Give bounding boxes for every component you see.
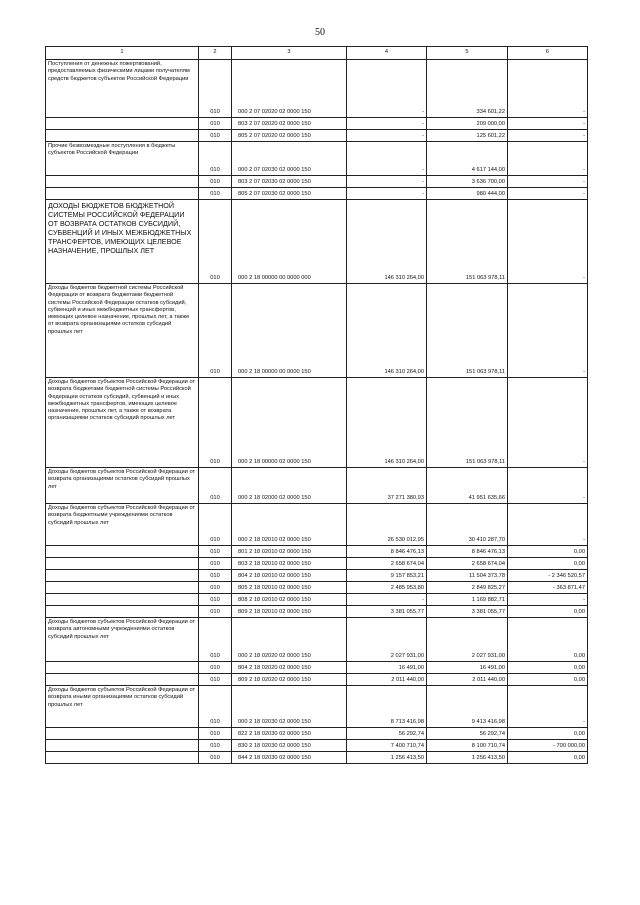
budget-classification-code: 000 2 18 02020 02 0000 150	[232, 618, 347, 662]
indicator-name-empty	[46, 606, 199, 618]
budget-classification-code: 805 2 07 02020 02 0000 150	[232, 130, 347, 142]
budget-classification-code: 809 2 18 02010 02 0000 150	[232, 606, 347, 618]
executed-amount: 151 063 978,11	[427, 378, 508, 468]
unexecuted-amount: -	[508, 200, 588, 284]
executed-amount: 9 413 416,98	[427, 686, 508, 728]
approved-amount: -	[347, 594, 427, 606]
unexecuted-amount: - 700 000,00	[508, 740, 588, 752]
budget-classification-code: 803 2 18 02010 02 0000 150	[232, 558, 347, 570]
header-row	[46, 47, 588, 60]
unexecuted-amount: -	[508, 284, 588, 378]
budget-classification-code: 809 2 18 02020 02 0000 150	[232, 674, 347, 686]
indicator-name-empty	[46, 674, 199, 686]
approved-amount: 146 310 264,00	[347, 378, 427, 468]
indicator-name: Прочие безвозмездные поступления в бюджеты субъектов Российской Федерации	[46, 142, 199, 176]
indicator-name: Доходы бюджетов субъектов Российской Федерации от возврата организациями остатков субсидий прошлых лет	[46, 468, 199, 504]
indicator-name: Доходы бюджетов бюджетной системы Российской Федерации от возврата бюджетами бюджетной системы Российской Федерации остатков субсидий, субвенций и иных межбюджетных трансфертов, имеющих целевое назначение, прошлых лет, а также от возврата организациями остатков субсидий прошлых лет	[46, 284, 199, 378]
indicator-name: Доходы бюджетов субъектов Российской Федерации от возврата бюджетами бюджетной системы Российской Федерации остатков субсидий, субвенций и иных межбюджетных трансфертов, имеющих целевое назначение, прошлых лет, а также от возврата организациями остатков субсидий прошлых лет	[46, 378, 199, 468]
line-code: 010	[199, 378, 232, 468]
approved-amount: 37 271 380,93	[347, 468, 427, 504]
unexecuted-amount: 0,00	[508, 546, 588, 558]
indicator-name-empty	[46, 570, 199, 582]
approved-amount: 3 381 055,77	[347, 606, 427, 618]
unexecuted-amount: -	[508, 686, 588, 728]
approved-amount: 1 256 413,50	[347, 752, 427, 764]
approved-amount: 2 027 931,00	[347, 618, 427, 662]
line-code: 010	[199, 558, 232, 570]
budget-classification-code: 000 2 07 02020 02 0000 150	[232, 60, 347, 118]
executed-amount: 8 100 710,74	[427, 740, 508, 752]
executed-amount: 8 846 476,13	[427, 546, 508, 558]
unexecuted-amount: -	[508, 188, 588, 200]
unexecuted-amount: 0,00	[508, 674, 588, 686]
approved-amount: 16 491,00	[347, 662, 427, 674]
budget-classification-code: 803 2 07 02030 02 0000 150	[232, 176, 347, 188]
line-code: 010	[199, 546, 232, 558]
unexecuted-amount: -	[508, 60, 588, 118]
line-code: 010	[199, 740, 232, 752]
budget-classification-code: 804 2 18 02010 02 0000 150	[232, 570, 347, 582]
unexecuted-amount: 0,00	[508, 752, 588, 764]
line-code: 010	[199, 618, 232, 662]
line-code: 010	[199, 188, 232, 200]
approved-amount: -	[347, 142, 427, 176]
budget-classification-code: 804 2 18 02020 02 0000 150	[232, 662, 347, 674]
budget-classification-code: 000 2 07 02030 02 0000 150	[232, 142, 347, 176]
executed-amount: 151 063 978,11	[427, 284, 508, 378]
table-row	[46, 594, 588, 606]
executed-amount: 41 951 635,66	[427, 468, 508, 504]
approved-amount: 7 400 710,74	[347, 740, 427, 752]
budget-classification-code: 000 2 18 02030 02 0000 150	[232, 686, 347, 728]
approved-amount: 146 310 264,00	[347, 284, 427, 378]
indicator-name-empty	[46, 582, 199, 594]
executed-amount: 16 491,00	[427, 662, 508, 674]
budget-classification-code: 801 2 18 02010 02 0000 150	[232, 546, 347, 558]
line-code: 010	[199, 582, 232, 594]
indicator-name-empty	[46, 176, 199, 188]
approved-amount: 8 713 416,98	[347, 686, 427, 728]
header-cell: 2	[199, 47, 232, 60]
page-number: 50	[315, 27, 325, 38]
table-row	[46, 582, 588, 594]
header-cell: 3	[232, 47, 347, 60]
approved-amount: -	[347, 188, 427, 200]
approved-amount: -	[347, 60, 427, 118]
approved-amount: 146 310 264,00	[347, 200, 427, 284]
budget-classification-code: 805 2 07 02030 02 0000 150	[232, 188, 347, 200]
indicator-name-empty	[46, 752, 199, 764]
line-code: 010	[199, 728, 232, 740]
budget-table	[45, 46, 588, 764]
table-row	[46, 740, 588, 752]
unexecuted-amount: 0,00	[508, 662, 588, 674]
executed-amount: 1 169 882,71	[427, 594, 508, 606]
line-code: 010	[199, 594, 232, 606]
table-row	[46, 674, 588, 686]
indicator-name-empty	[46, 188, 199, 200]
indicator-name-empty	[46, 118, 199, 130]
line-code: 010	[199, 606, 232, 618]
line-code: 010	[199, 176, 232, 188]
table-row	[46, 284, 588, 378]
executed-amount: 125 601,22	[427, 130, 508, 142]
budget-classification-code: 822 2 18 02030 02 0000 150	[232, 728, 347, 740]
unexecuted-amount: -	[508, 504, 588, 546]
table-row	[46, 752, 588, 764]
line-code: 010	[199, 570, 232, 582]
line-code: 010	[199, 752, 232, 764]
approved-amount: 8 846 476,13	[347, 546, 427, 558]
table-row	[46, 686, 588, 728]
table-row	[46, 546, 588, 558]
executed-amount: 3 636 700,00	[427, 176, 508, 188]
indicator-name-empty	[46, 130, 199, 142]
approved-amount: 2 011 440,00	[347, 674, 427, 686]
indicator-name-empty	[46, 662, 199, 674]
line-code: 010	[199, 674, 232, 686]
indicator-name-empty	[46, 594, 199, 606]
executed-amount: 1 256 413,50	[427, 752, 508, 764]
approved-amount: 56 292,74	[347, 728, 427, 740]
approved-amount: 2 485 953,80	[347, 582, 427, 594]
header-cell: 6	[508, 47, 588, 60]
budget-classification-code: 808 2 18 02010 02 0000 150	[232, 594, 347, 606]
executed-amount: 30 410 287,70	[427, 504, 508, 546]
budget-classification-code: 000 2 18 00000 00 0000 150	[232, 284, 347, 378]
indicator-name-empty	[46, 728, 199, 740]
line-code: 010	[199, 142, 232, 176]
table-row	[46, 130, 588, 142]
unexecuted-amount: -	[508, 130, 588, 142]
table-row	[46, 142, 588, 176]
budget-classification-code: 000 2 18 00000 02 0000 150	[232, 378, 347, 468]
executed-amount: 3 381 055,77	[427, 606, 508, 618]
table-row	[46, 606, 588, 618]
executed-amount: 334 601,22	[427, 60, 508, 118]
executed-amount: 2 011 440,00	[427, 674, 508, 686]
table-row	[46, 60, 588, 118]
indicator-name-empty	[46, 558, 199, 570]
table-row	[46, 176, 588, 188]
table-row	[46, 468, 588, 504]
budget-classification-code: 805 2 18 02010 02 0000 150	[232, 582, 347, 594]
table-row	[46, 378, 588, 468]
line-code: 010	[199, 200, 232, 284]
approved-amount: 9 157 853,21	[347, 570, 427, 582]
executed-amount: 56 292,74	[427, 728, 508, 740]
indicator-name: Доходы бюджетов субъектов Российской Федерации от возврата бюджетными учреждениями остатков субсидий прошлых лет	[46, 504, 199, 546]
executed-amount: 2 658 674,04	[427, 558, 508, 570]
table-row	[46, 200, 588, 284]
approved-amount: -	[347, 130, 427, 142]
budget-classification-code: 000 2 18 02010 02 0000 150	[232, 504, 347, 546]
unexecuted-amount: -	[508, 118, 588, 130]
approved-amount: 26 530 012,95	[347, 504, 427, 546]
line-code: 010	[199, 130, 232, 142]
line-code: 010	[199, 284, 232, 378]
line-code: 010	[199, 662, 232, 674]
indicator-name: Доходы бюджетов субъектов Российской Федерации от возврата иными организациями остатков субсидий прошлых лет	[46, 686, 199, 728]
unexecuted-amount: 0,00	[508, 558, 588, 570]
executed-amount: 11 504 373,78	[427, 570, 508, 582]
executed-amount: 2 849 825,27	[427, 582, 508, 594]
indicator-name: Доходы бюджетов субъектов Российской Федерации от возврата автономными учреждениями остатков субсидий прошлых лет	[46, 618, 199, 662]
indicator-name-empty	[46, 740, 199, 752]
indicator-name: Поступления от денежных пожертвований, предоставляемых физическими лицами получателям средств бюджетов субъектов Российской Федерации	[46, 60, 199, 118]
budget-classification-code: 844 2 18 02030 02 0000 150	[232, 752, 347, 764]
table-row	[46, 728, 588, 740]
unexecuted-amount: - 2 346 520,57	[508, 570, 588, 582]
table-row	[46, 662, 588, 674]
table-row	[46, 618, 588, 662]
table-row	[46, 504, 588, 546]
executed-amount: 209 000,00	[427, 118, 508, 130]
executed-amount: 4 617 144,00	[427, 142, 508, 176]
unexecuted-amount: -	[508, 468, 588, 504]
approved-amount: -	[347, 118, 427, 130]
table-row	[46, 118, 588, 130]
budget-classification-code: 830 2 18 02030 02 0000 150	[232, 740, 347, 752]
unexecuted-amount: -	[508, 378, 588, 468]
indicator-name: ДОХОДЫ БЮДЖЕТОВ БЮДЖЕТНОЙ СИСТЕМЫ РОССИЙСКОЙ ФЕДЕРАЦИИ ОТ ВОЗВРАТА ОСТАТКОВ СУБСИДИЙ, СУБВЕНЦИЙ И ИНЫХ МЕЖБЮДЖЕТНЫХ ТРАНСФЕРТОВ, ИМЕЮЩИХ ЦЕЛЕВОЕ НАЗНАЧЕНИЕ, ПРОШЛЫХ ЛЕТ	[46, 200, 199, 284]
line-code: 010	[199, 686, 232, 728]
budget-classification-code: 000 2 18 02000 02 0000 150	[232, 468, 347, 504]
line-code: 010	[199, 118, 232, 130]
approved-amount: 2 658 674,04	[347, 558, 427, 570]
table-row	[46, 188, 588, 200]
line-code: 010	[199, 468, 232, 504]
budget-table-body	[46, 47, 588, 764]
unexecuted-amount: -	[508, 594, 588, 606]
line-code: 010	[199, 504, 232, 546]
line-code: 010	[199, 60, 232, 118]
unexecuted-amount: -	[508, 142, 588, 176]
executed-amount: 151 063 978,11	[427, 200, 508, 284]
executed-amount: 980 444,00	[427, 188, 508, 200]
executed-amount: 2 027 931,00	[427, 618, 508, 662]
unexecuted-amount: -	[508, 176, 588, 188]
table-row	[46, 570, 588, 582]
budget-classification-code: 803 2 07 02020 02 0000 150	[232, 118, 347, 130]
budget-classification-code: 000 2 18 00000 00 0000 000	[232, 200, 347, 284]
header-cell: 5	[427, 47, 508, 60]
unexecuted-amount: 0,00	[508, 606, 588, 618]
header-cell: 1	[46, 47, 199, 60]
unexecuted-amount: 0,00	[508, 618, 588, 662]
unexecuted-amount: 0,00	[508, 728, 588, 740]
unexecuted-amount: - 363 871,47	[508, 582, 588, 594]
approved-amount: -	[347, 176, 427, 188]
table-row	[46, 558, 588, 570]
header-cell: 4	[347, 47, 427, 60]
indicator-name-empty	[46, 546, 199, 558]
